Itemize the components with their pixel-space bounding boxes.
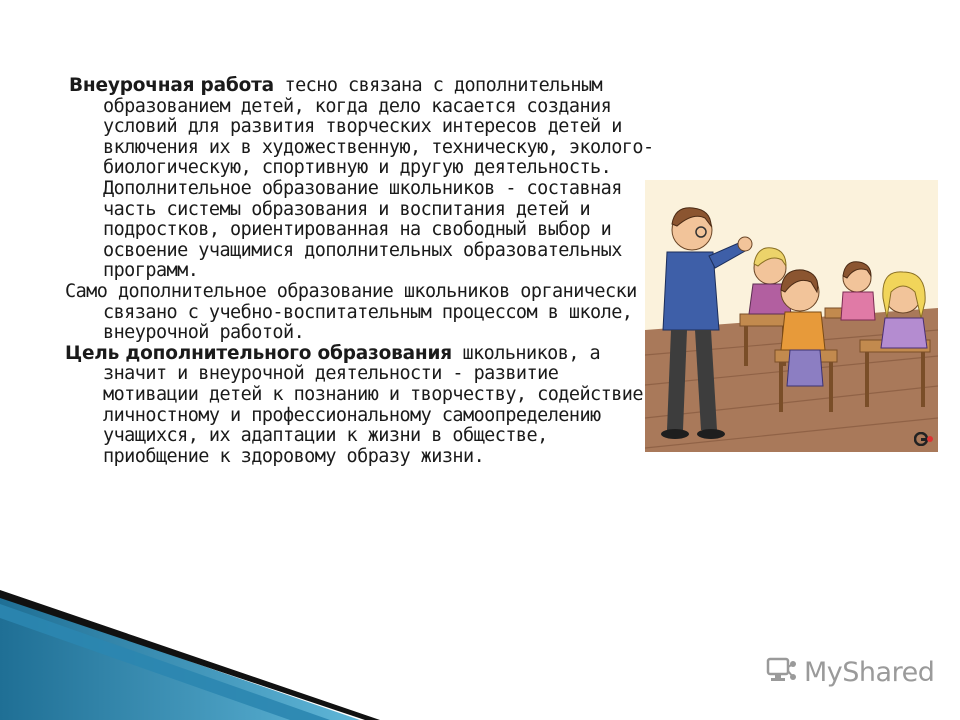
paragraph-2-text: Само дополнительное образование школьников органически связано с учебно-воспитательным процессом в школе, внеурочной работой. bbox=[65, 280, 637, 344]
monitor-network-icon bbox=[766, 657, 798, 687]
paragraph-1-text: тесно связана с дополнительным образованием детей, когда дело касается создания условий для развития творческих интересов детей и включения их в художественную, техническую, эколого-биологическую, спортивную и другую деятельность. Дополнительное образование школьников - составная часть системы образования и воспитания детей и подростков, ориентированная на свободный выбор и освоение учащимися дополнительных образовательных программ. bbox=[103, 75, 654, 282]
term-extracurricular-work: Внеурочная работа bbox=[69, 75, 274, 96]
term-goal-of-additional-education: Цель дополнительного образования bbox=[65, 342, 452, 364]
watermark bbox=[766, 655, 934, 689]
paragraph-3-text: школьников, а значит и внеурочной деятельности - развитие мотивации детей к познанию и творчеству, содействие личностному и профессиональному самоопределению учащихся, их адаптации к жизни в обществе, приобщение к здоровому образу жизни. bbox=[103, 342, 643, 467]
watermark-text: MyShared bbox=[804, 656, 935, 688]
